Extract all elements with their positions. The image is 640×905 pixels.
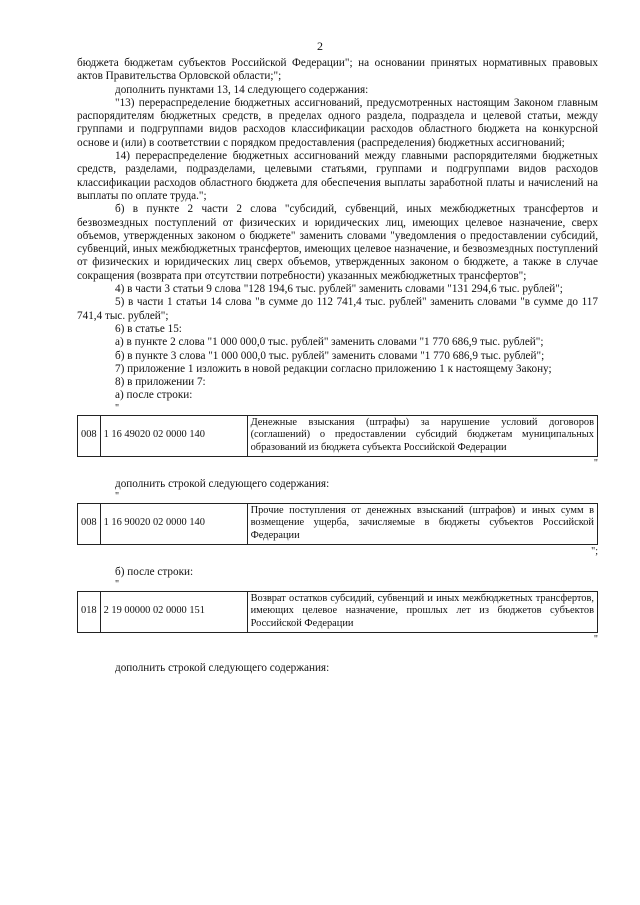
paragraph-add-row-1: дополнить строкой следующего содержания: [115,477,330,490]
paragraph-point-14: 14) перераспределение бюджетных ассигнований между главными распорядителями бюджетных средств, разделами, подразделами, целевыми статьями, группами и подгруппами видов расходов классификации расходов областного бюджета для обеспечения выплаты заработной платы и начислений на выплаты по оплате труда."; [77,150,598,202]
paragraph-item-8a: а) после строки: [115,389,193,402]
paragraph-item-8b: б) после строки: [115,565,194,578]
budget-table-2 [77,503,598,545]
paragraph-item-6: 6) в статье 15: [115,322,182,335]
table-cell-description: Возврат остатков субсидий, субвенций и иных межбюджетных трансфертов, имеющих целевое назначение, прошлых лет из бюджетов субъектов Российской Федерации [247,591,597,632]
paragraph-item-8: 8) в приложении 7: [115,376,206,389]
table-row [78,415,598,456]
quote-open-mark: " [115,578,120,590]
paragraph-item-4: 4) в части 3 статьи 9 слова "128 194,6 тыс. рублей" заменить словами "131 294,6 тыс. рублей"; [115,283,563,296]
table-cell-code: 018 [78,591,101,632]
quote-close-mark: " [593,633,598,645]
page-number: 2 [317,39,323,53]
table-cell-description: Денежные взыскания (штрафы) за нарушение условий договоров (соглашений) о предоставлении субсидий бюджетам муниципальных образований из бюджета субъекта Российской Федерации [247,415,597,456]
paragraph-add-row-2: дополнить строкой следующего содержания: [115,661,330,674]
table-cell-code: 008 [78,415,101,456]
paragraph-item-6a: а) в пункте 2 слова "1 000 000,0 тыс. рублей" заменить словами "1 770 686,9 тыс. рублей"; [115,336,544,349]
quote-open-mark: " [115,402,120,414]
table-cell-kbk: 1 16 90020 02 0000 140 [100,503,247,544]
paragraph-b-point-2: б) в пункте 2 части 2 слова "субсидий, субвенций, иных межбюджетных трансфертов и безвозмездных поступлений от физических и юридических лиц, имеющих целевое назначение, сверх объемов, утвержденных законом о бюджете" заменить словами "уведомления о предоставлении субсидий, субвенций, иных межбюджетных трансфертов, имеющих целевое назначение, и безвозмездных поступлений от физических и юридических лиц сверх объемов, утвержденных законом о бюджете, а также в случае сокращения (возврата при отсутствии потребности) указанных межбюджетных трансфертов"; [77,203,598,282]
paragraph-add-points: дополнить пунктами 13, 14 следующего содержания: [115,83,369,96]
paragraph-item-6b: б) в пункте 3 слова "1 000 000,0 тыс. рублей" заменить словами "1 770 686,9 тыс. рублей"; [115,349,545,362]
spacer [77,470,598,478]
paragraph-item-7: 7) приложение 1 изложить в новой редакции согласно приложению 1 к настоящему Закону; [115,362,552,375]
document-body [77,57,598,675]
table-cell-kbk: 1 16 49020 02 0000 140 [100,415,247,456]
table-cell-kbk: 2 19 00000 02 0000 151 [100,591,247,632]
paragraph-point-13: "13) перераспределение бюджетных ассигнований, предусмотренных настоящим Законом главным распорядителям бюджетных средств, в пределах одного раздела, подраздела и целевой статьи, между группами и подгруппами видов расходов классификации расходов областного бюджета на конкурсной основе и (или) в соответствии с порядком предоставления (распределения) бюджетных ассигнований; [77,96,598,149]
paragraph-continuation: бюджета бюджетам субъектов Российской Федерации"; на основании принятых нормативных правовых актов Правительства Орловской области;"; [77,57,598,83]
quote-close-mark: " [593,457,598,469]
table-cell-description: Прочие поступления от денежных взысканий (штрафов) и иных сумм в возмещение ущерба, зачисляемые в бюджеты субъектов Российской Федерации [247,503,597,544]
budget-table-3 [77,591,598,633]
table-cell-code: 008 [78,503,101,544]
paragraph-item-5: 5) в части 1 статьи 14 слова "в сумме до 112 741,4 тыс. рублей" заменить словами "в сумме до 117 741,4 тыс. рублей"; [77,296,598,322]
table-row [78,591,598,632]
table-row [78,503,598,544]
spacer [77,558,598,566]
quote-open-mark: " [115,490,120,502]
spacer [77,646,598,662]
budget-table-1 [77,415,598,457]
quote-close-semicolon-mark: "; [591,545,598,557]
